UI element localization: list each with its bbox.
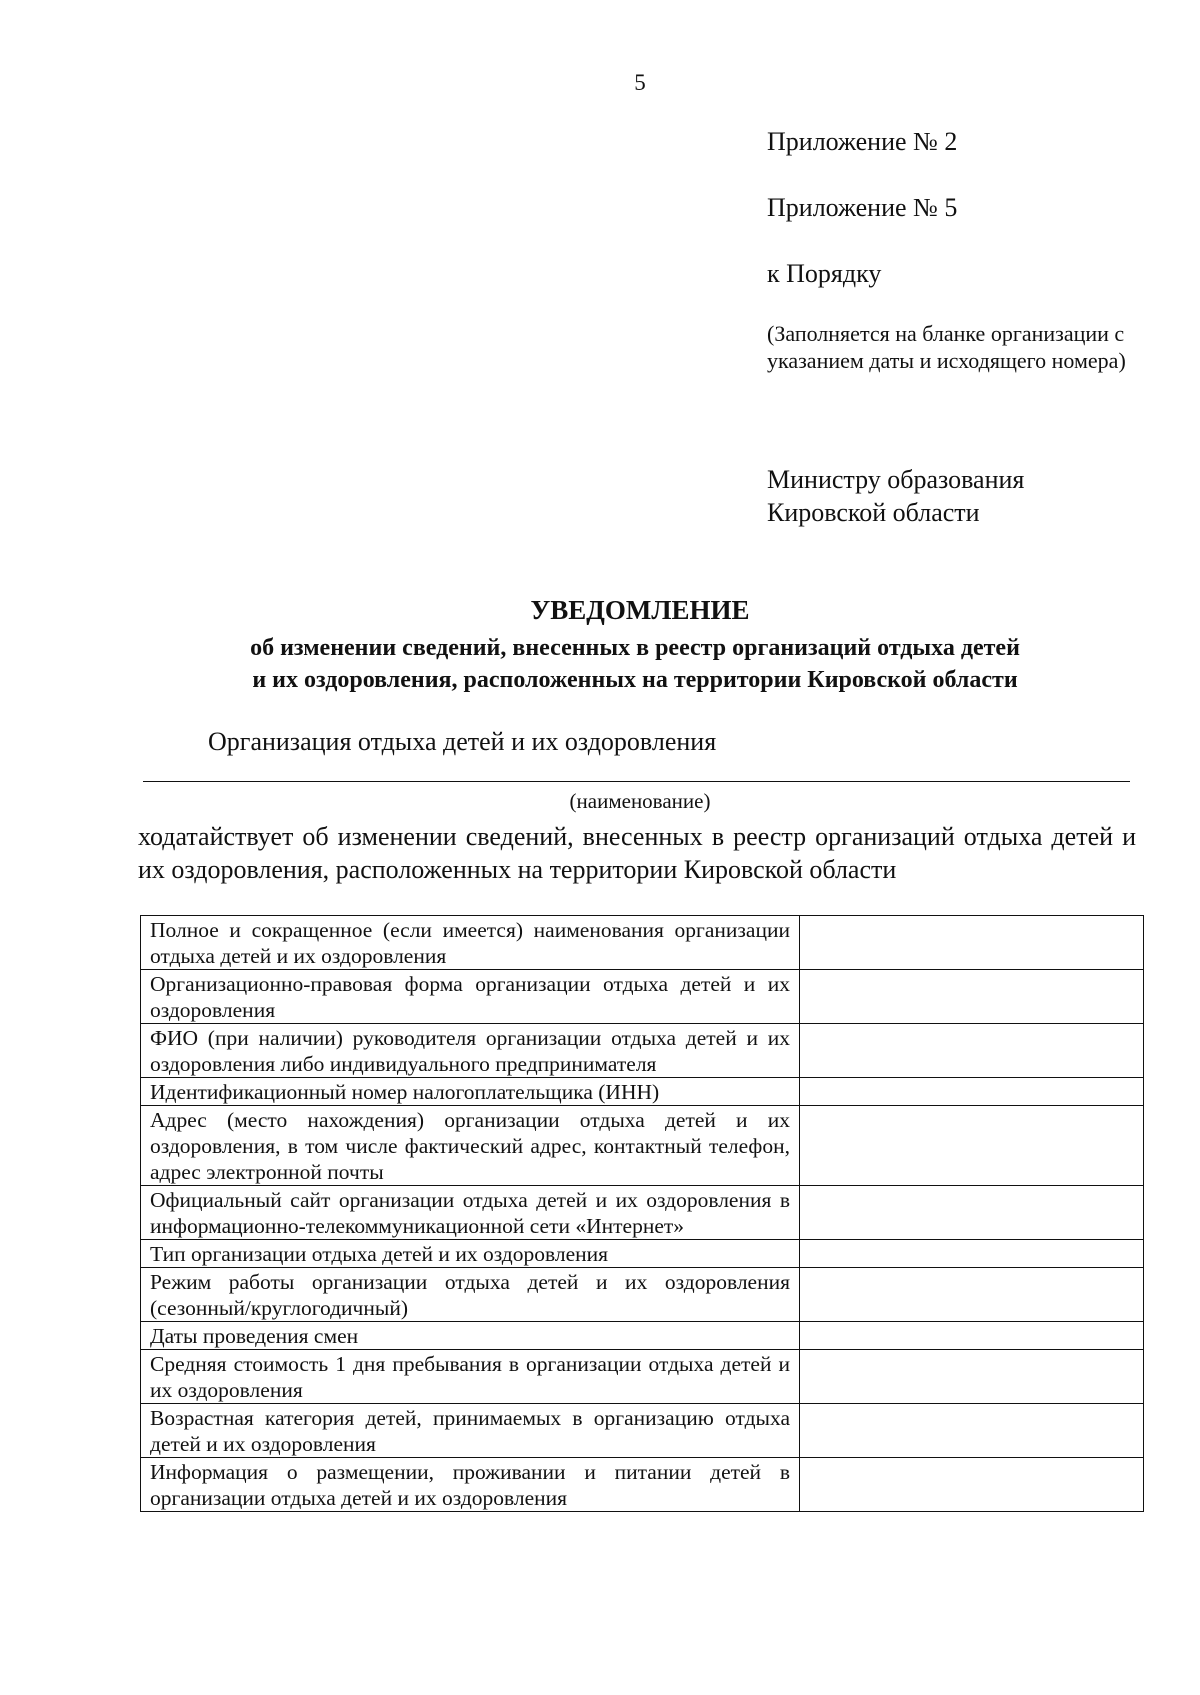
table-row bbox=[141, 1458, 1144, 1512]
row-label: Средняя стоимость 1 дня пребывания в организации отдыха детей и их оздоровления bbox=[141, 1350, 800, 1404]
document-title: УВЕДОМЛЕНИЕ bbox=[530, 595, 750, 625]
row-label: ФИО (при наличии) руководителя организации отдыха детей и их оздоровления либо индивидуального предпринимателя bbox=[141, 1024, 800, 1078]
appendix-line-2: Приложение № 5 bbox=[767, 193, 958, 222]
row-label: Даты проведения смен bbox=[141, 1322, 800, 1350]
row-label: Идентификационный номер налогоплательщика (ИНН) bbox=[141, 1078, 800, 1106]
fill-note: (Заполняется на бланке организации с указанием даты и исходящего номера) bbox=[767, 321, 1126, 373]
table-row bbox=[141, 1322, 1144, 1350]
appendix-line-1: Приложение № 2 bbox=[767, 127, 958, 156]
page-number: 5 bbox=[634, 70, 646, 95]
row-label: Тип организации отдыха детей и их оздоровления bbox=[141, 1240, 800, 1268]
org-label: Организация отдыха детей и их оздоровления bbox=[208, 727, 717, 756]
row-value-cell[interactable] bbox=[800, 970, 1144, 1024]
table-row bbox=[141, 1404, 1144, 1458]
table-row bbox=[141, 1024, 1144, 1078]
row-label: Организационно-правовая форма организации отдыха детей и их оздоровления bbox=[141, 970, 800, 1024]
appendix-line-3: к Порядку bbox=[767, 259, 882, 288]
row-label: Возрастная категория детей, принимаемых в организацию отдыха детей и их оздоровления bbox=[141, 1404, 800, 1458]
row-label: Официальный сайт организации отдыха детей и их оздоровления в информационно-телекоммуникационной сети «Интернет» bbox=[141, 1186, 800, 1240]
table-row bbox=[141, 1268, 1144, 1322]
row-label: Режим работы организации отдыха детей и их оздоровления (сезонный/круглогодичный) bbox=[141, 1268, 800, 1322]
row-value-cell[interactable] bbox=[800, 1404, 1144, 1458]
row-label: Полное и сокращенное (если имеется) наименования организации отдыха детей и их оздоровления bbox=[141, 916, 800, 970]
row-value-cell[interactable] bbox=[800, 1350, 1144, 1404]
addressee bbox=[767, 463, 1187, 529]
table-row bbox=[141, 970, 1144, 1024]
table-row bbox=[141, 1106, 1144, 1186]
row-value-cell[interactable] bbox=[800, 1024, 1144, 1078]
row-value-cell[interactable] bbox=[800, 1078, 1144, 1106]
document-subtitle bbox=[130, 632, 1140, 696]
row-value-cell[interactable] bbox=[800, 1186, 1144, 1240]
table-row bbox=[141, 1240, 1144, 1268]
row-label: Информация о размещении, проживании и питании детей в организации отдыха детей и их оздоровления bbox=[141, 1458, 800, 1512]
name-caption: (наименование) bbox=[569, 789, 711, 813]
table-row bbox=[141, 916, 1144, 970]
row-value-cell[interactable] bbox=[800, 916, 1144, 970]
details-table bbox=[140, 915, 1144, 1512]
name-fill-line[interactable] bbox=[143, 781, 1130, 782]
petition-text: ходатайствует об изменении сведений, внесенных в реестр организаций отдыха детей и их оздоровления, расположенных на территории Кировской области bbox=[138, 822, 1136, 884]
row-value-cell[interactable] bbox=[800, 1458, 1144, 1512]
table-row bbox=[141, 1350, 1144, 1404]
table-row bbox=[141, 1186, 1144, 1240]
row-value-cell[interactable] bbox=[800, 1268, 1144, 1322]
row-value-cell[interactable] bbox=[800, 1240, 1144, 1268]
table-row bbox=[141, 1078, 1144, 1106]
addressee-line-1: Министру образования bbox=[767, 465, 1025, 494]
row-value-cell[interactable] bbox=[800, 1106, 1144, 1186]
subtitle-line-2: и их оздоровления, расположенных на территории Кировской области bbox=[252, 667, 1018, 693]
row-label: Адрес (место нахождения) организации отдыха детей и их оздоровления, в том числе фактический адрес, контактный телефон, адрес электронной почты bbox=[141, 1106, 800, 1186]
subtitle-line-1: об изменении сведений, внесенных в реестр организаций отдыха детей bbox=[250, 635, 1020, 661]
addressee-line-2: Кировской области bbox=[767, 498, 980, 527]
row-value-cell[interactable] bbox=[800, 1322, 1144, 1350]
